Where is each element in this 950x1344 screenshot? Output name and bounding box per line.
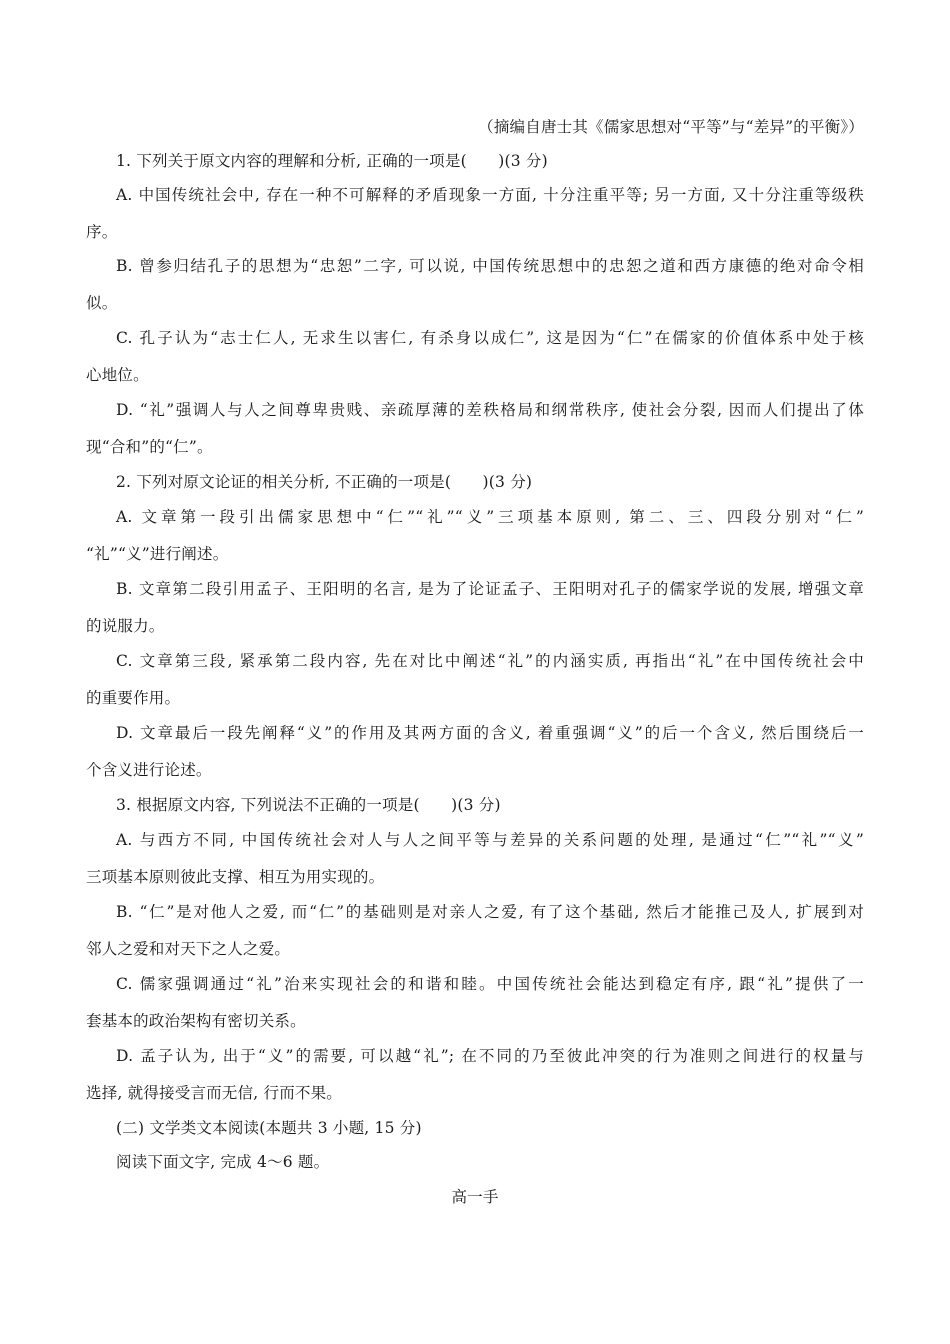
question-3-option-d: D. 孟子认为, 出于“义”的需要, 可以越“礼”; 在不同的乃至彼此冲突的行为准则之间进行的权量与 [116, 1047, 864, 1065]
question-1-option-d-cont: 现“合和”的“仁”。 [86, 438, 213, 456]
question-2-option-a-cont: “礼”“义”进行阐述。 [86, 545, 229, 563]
question-1-option-c-cont: 心地位。 [86, 366, 149, 384]
question-1-option-a: A. 中国传统社会中, 存在一种不可解释的矛盾现象一方面, 十分注重平等; 另一方面, 又十分注重等级秩 [116, 186, 864, 204]
question-3-option-a: A. 与西方不同, 中国传统社会对人与人之间平等与差异的关系问题的处理, 是通过“仁”“礼”“义” [116, 831, 864, 849]
question-1-stem: 1. 下列关于原文内容的理解和分析, 正确的一项是( )(3 分) [116, 152, 548, 170]
question-1-option-b: B. 曾参归结孔子的思想为“忠恕”二字, 可以说, 中国传统思想中的忠恕之道和西方康德的绝对命令相 [116, 257, 864, 275]
question-3-option-b: B. “仁”是对他人之爱, 而“仁”的基础则是对亲人之爱, 有了这个基础, 然后才能推己及人, 扩展到对 [116, 903, 864, 921]
question-1-option-d: D. “礼”强调人与人之间尊卑贵贱、亲疏厚薄的差秩格局和纲常秩序, 使社会分裂, 因而人们提出了体 [116, 401, 864, 419]
question-3-stem: 3. 根据原文内容, 下列说法不正确的一项是( )(3 分) [116, 796, 501, 814]
question-1-option-b-cont: 似。 [86, 294, 118, 312]
question-2-stem: 2. 下列对原文论证的相关分析, 不正确的一项是( )(3 分) [116, 473, 533, 491]
question-1-option-c: C. 孔子认为“志士仁人, 无求生以害仁, 有杀身以成仁”, 这是因为“仁”在儒家的价值体系中处于核 [116, 329, 864, 347]
question-2-option-d-cont: 个含义进行论述。 [86, 761, 212, 779]
question-3-option-d-cont: 选择, 就得接受言而无信, 行而不果。 [86, 1084, 343, 1102]
question-2-option-a: A. 文章第一段引出儒家思想中“仁”“礼”“义”三项基本原则, 第二、三、四段分别对“仁” [116, 508, 864, 526]
question-3-option-c-cont: 套基本的政治架构有密切关系。 [86, 1012, 306, 1030]
question-2-option-c: C. 文章第三段, 紧承第二段内容, 先在对比中阐述“礼”的内涵实质, 再指出“礼”在中国传统社会中 [116, 652, 864, 670]
question-2-option-b-cont: 的说服力。 [86, 617, 165, 635]
section-2-heading: (二) 文学类文本阅读(本题共 3 小题, 15 分) [116, 1119, 422, 1137]
section-2-instruction: 阅读下面文字, 完成 4～6 题。 [116, 1153, 330, 1171]
source-citation: （摘编自唐士其《儒家思想对“平等”与“差异”的平衡》） [478, 118, 864, 136]
question-2-option-c-cont: 的重要作用。 [86, 689, 181, 707]
question-3-option-a-cont: 三项基本原则彼此支撑、相互为用实现的。 [86, 868, 385, 886]
question-3-option-b-cont: 邻人之爱和对天下之人之爱。 [86, 940, 291, 958]
question-2-option-d: D. 文章最后一段先阐释“义”的作用及其两方面的含义, 着重强调“义”的后一个含义, 然后围绕后一 [116, 724, 864, 742]
story-title: 高一手 [451, 1188, 499, 1206]
question-2-option-b: B. 文章第二段引用孟子、王阳明的名言, 是为了论证孟子、王阳明对孔子的儒家学说的发展, 增强文章 [116, 580, 864, 598]
question-3-option-c: C. 儒家强调通过“礼”治来实现社会的和谐和睦。中国传统社会能达到稳定有序, 跟“礼”提供了一 [116, 975, 864, 993]
question-1-option-a-cont: 序。 [86, 223, 118, 241]
